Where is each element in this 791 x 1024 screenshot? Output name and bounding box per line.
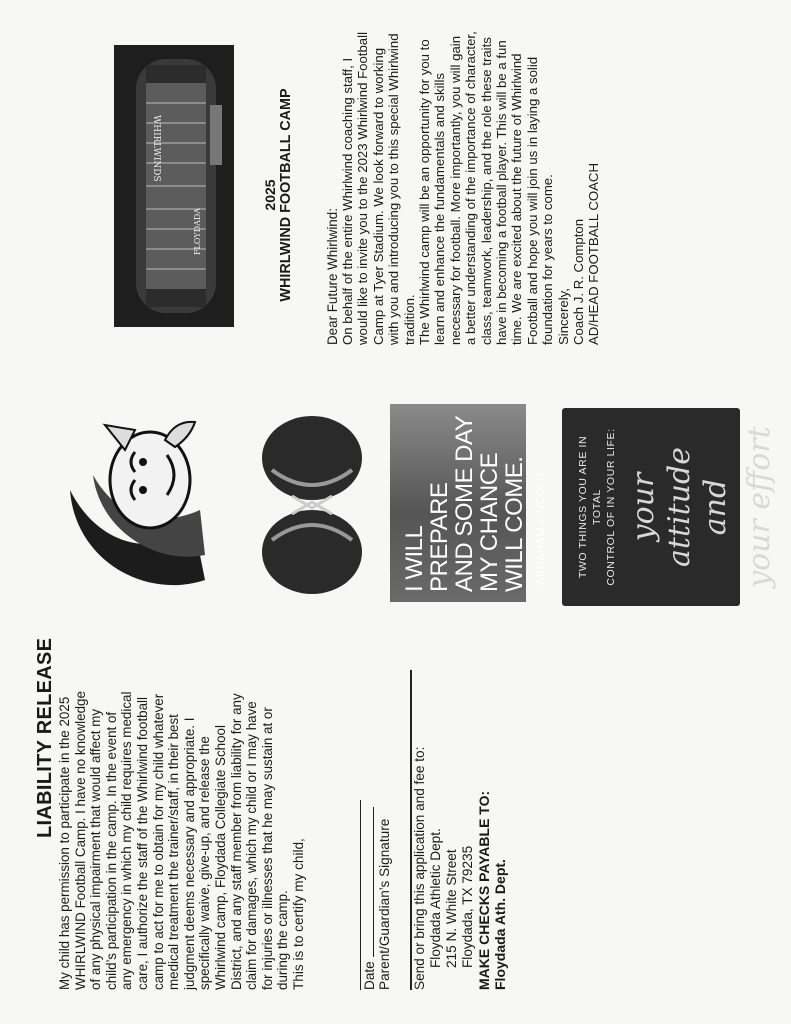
camp-title: WHIRLWIND FOOTBALL CAMP: [278, 88, 294, 302]
payable-heading: MAKE CHECKS PAYABLE TO:: [475, 790, 492, 990]
parent-signature-label: Parent/Guardian’s Signature: [376, 818, 392, 990]
attitude-effort-card: [562, 408, 777, 606]
address-line-3: Floydada, TX 79235: [459, 845, 475, 968]
welcome-letter: [325, 25, 601, 345]
child-name-line[interactable]: [332, 800, 361, 990]
attitude-script-1: your attitude and: [626, 447, 733, 567]
address-line-2: 215 N. White Street: [443, 849, 459, 968]
coach-title: AD/HEAD FOOTBALL COACH: [585, 163, 601, 345]
letter-paragraph-2: The Whirlwind camp will be an opportunity for you to learn and enhance the fundamentals and skills necessary for football. More importantly, you will gain a better understanding of the importance of character, class, teamwork, leadership, and the role these traits have in becoming a football player. This will be a fun time. We are excited about the future of Whirlwind Football and hope you will join us in laying a solid foundation for years to come.: [417, 31, 556, 345]
football-helmets-image: [252, 410, 372, 600]
liability-title: LIABILITY RELEASE: [34, 637, 56, 838]
attitude-heading-2: CONTROL OF IN YOUR LIFE:: [605, 428, 617, 586]
coach-name: Coach J. R. Compton: [570, 218, 586, 345]
camp-year: 2025: [262, 179, 278, 211]
camp-title-block: [262, 45, 294, 345]
letter-paragraph-1: On behalf of the entire Whirlwind coaching staff, I would like to invite you to the 2023 Whirlwind Football Camp at Tyer Stadium. We look forward to working with you and introducing you to this special Whirlwind tradition.: [340, 31, 417, 345]
letter-greeting: Dear Future Whirlwind:: [325, 208, 340, 345]
address-line-1: Floydada Athletic Dept.: [427, 828, 443, 968]
attitude-heading-1: TWO THINGS YOU ARE IN TOTAL: [577, 435, 603, 579]
stadium-aerial-photo: [114, 45, 234, 327]
date-label: Date: [361, 961, 377, 990]
whirlwind-mascot-logo: [55, 410, 235, 600]
send-instructions: Send or bring this application and fee to:: [411, 746, 427, 990]
quote-line-3: MY CHANCE WILL COME.: [476, 452, 528, 592]
stadium-sign-2: FLOYDADA: [193, 207, 202, 255]
letter-closing: Sincerely,: [555, 288, 571, 345]
liability-body: My child has permission to participate in the 2025 WHIRLWIND Football Camp. I have no knowledge of any physical impairment that would affect my child’s participation in the camp. In the event of any emergency in which my child requires medical care, I authorize the staff of the Whirlwind football camp to act for me to obtain for my child whatever medical treatment the trainer/staff, in their best judgment deems necessary and appropriate. I specifically waive, give-up, and release the Whirlwind camp, Floydada Collegiate School District, and any staff member from liability for any claim for damages, which my child or I may have for injuries or illnesses that he may sustain at or during the camp.: [57, 691, 291, 990]
quote-line-2: AND SOME DAY: [451, 415, 478, 592]
lincoln-quote-card: [390, 404, 547, 602]
attitude-script-2: your effort: [742, 426, 777, 588]
stadium-sign-1: WHIRLWINDS: [151, 115, 161, 182]
certify-text: This is to certify my child,: [290, 838, 306, 990]
date-blank[interactable]: [361, 808, 374, 958]
quote-line-1: I WILL PREPARE: [401, 482, 453, 592]
quote-author: - ABRAHAM LINCOLN: [535, 472, 547, 592]
payable-to: Floydada Ath. Dept.: [491, 859, 508, 990]
divider-line: [392, 670, 412, 990]
